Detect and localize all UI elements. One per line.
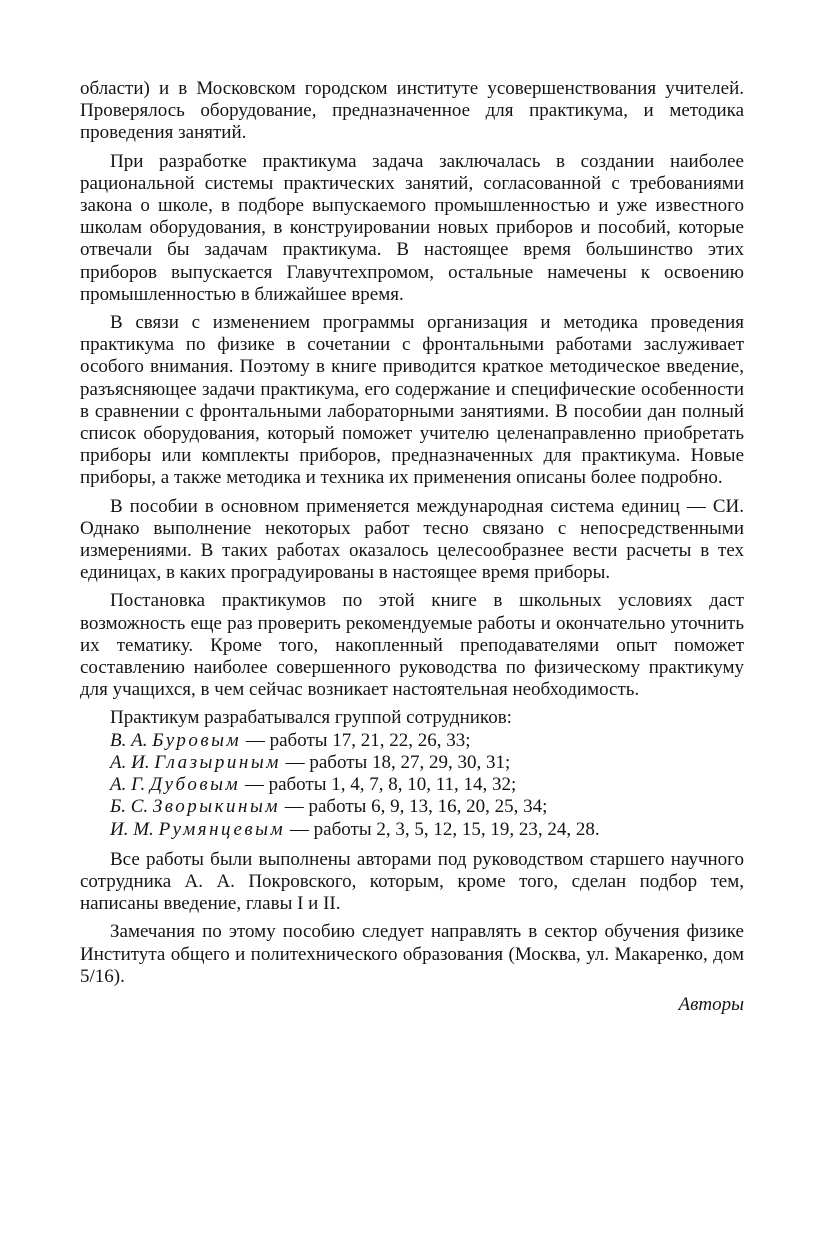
staff-item xyxy=(80,819,744,841)
staff-name: Буровым xyxy=(152,729,242,751)
staff-initials: А. И. xyxy=(110,751,150,773)
staff-name: Дубовым xyxy=(150,774,241,796)
paragraph-supervision: Все работы были выполнены авторами под руководством старшего научного сотрудника А. А. Покровского, которым, кроме того, сделан подбор тем, написаны введение, главы I и II. xyxy=(80,848,744,915)
staff-name: Зворыкиным xyxy=(152,796,280,818)
staff-initials: В. А. xyxy=(110,729,148,751)
staff-list-intro: Практикум разрабатывался группой сотрудников: xyxy=(110,707,512,729)
staff-item xyxy=(80,752,744,774)
paragraph-feedback-address: Замечания по этому пособию следует направлять в сектор обучения физике Института общего и политехнического образования (Москва, ул. Макаренко, дом 5/16). xyxy=(80,921,744,987)
paragraph-si-units: В пособии в основном применяется международная система единиц — СИ. Однако выполнение некоторых работ тесно связано с непосредственными измерениями. В таких работах оказалось целесообразнее вести расчеты в тех единицах, в каких проградуированы в настоящее время приборы. xyxy=(80,495,744,584)
paragraph-continuation: области) и в Московском городском институте усовершенствования учителей. Проверялось оборудование, предназначенное для практикума, и методика проведения занятий. xyxy=(80,78,744,144)
staff-works: — работы 6, 9, 13, 16, 20, 25, 34; xyxy=(284,796,548,818)
staff-initials: И. М. xyxy=(110,818,154,840)
staff-works: — работы 18, 27, 29, 30, 31; xyxy=(285,751,511,773)
staff-works: — работы 17, 21, 22, 26, 33; xyxy=(245,729,471,751)
signature-authors: Авторы xyxy=(678,993,744,1015)
staff-works: — работы 1, 4, 7, 8, 10, 11, 14, 32; xyxy=(244,774,517,796)
staff-initials: Б. С. xyxy=(110,796,149,818)
staff-list xyxy=(80,730,744,841)
staff-works: — работы 2, 3, 5, 12, 15, 19, 23, 24, 28. xyxy=(289,818,600,840)
staff-name: Румянцевым xyxy=(158,818,286,840)
staff-item xyxy=(80,796,744,818)
paragraph-methodology: В связи с изменением программы организация и методика проведения практикума по физике в сочетании с фронтальными работами заслуживает особого внимания. Поэтому в книге приводится краткое методическое введение, разъясняющее задачи практикума, его содержание и специфические особенности в сравнении с фронтальными лабораторными занятиями. В пособии дан полный список оборудования, который поможет учителю целенаправленно приобретать приборы или комплекты приборов, предназначенных для практикума. Новые приборы, а также методика и техника их применения описаны более подробно. xyxy=(80,312,744,489)
staff-name: Глазыриным xyxy=(154,751,281,773)
paragraph-practicum-setup: Постановка практикумов по этой книге в школьных условиях даст возможность еще раз проверить рекомендуемые работы и окончательно уточнить их тематику. Кроме того, накопленный преподавателями опыт поможет составлению наиболее совершенного руководства по физическому практикуму для учащихся, в чем сейчас возникает настоятельная необходимость. xyxy=(80,590,744,701)
staff-initials: А. Г. xyxy=(110,774,146,796)
staff-item xyxy=(80,774,744,796)
staff-item xyxy=(80,730,744,752)
paragraph-development-task: При разработке практикума задача заключалась в создании наиболее рациональной системы практических занятий, согласованной с требованиями закона о школе, в подборе выпускаемого промышленностью и уже известного школам оборудования, в конструировании новых приборов и пособий, которые отвечали бы задачам практикума. В настоящее время большинство этих приборов выпускается Главучтехпромом, остальные намечены к освоению промышленностью в ближайшее время. xyxy=(80,150,744,305)
document-page xyxy=(80,78,744,1016)
